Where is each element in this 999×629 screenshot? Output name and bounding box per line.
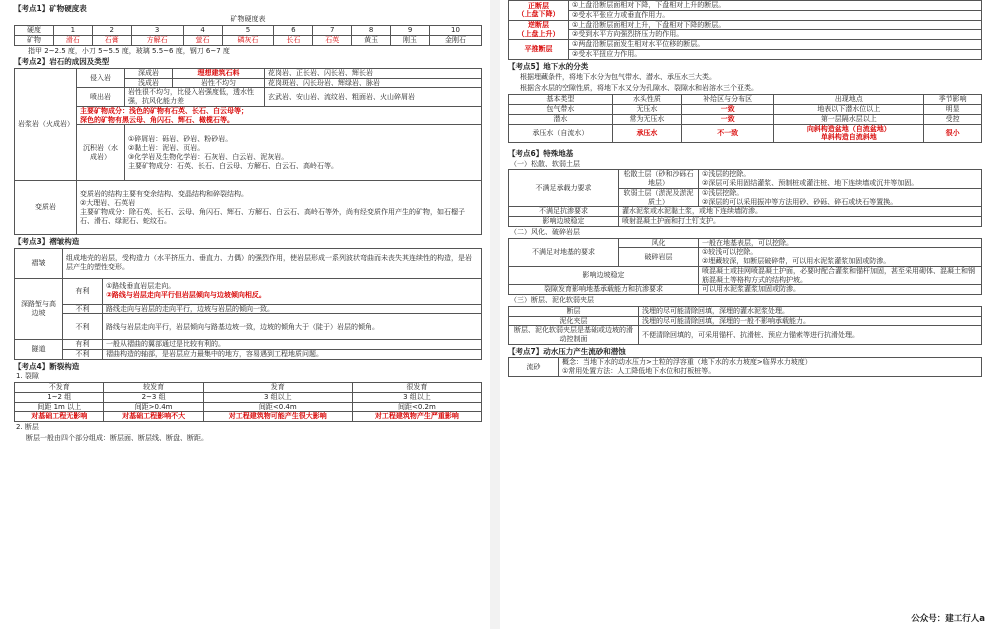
fissure-spacing: 间距>0.4m: [104, 402, 203, 412]
slope-unfav-2: 路线与岩层走向平行，岩层倾向与路基边坡一致，边坡的倾角大于（陡于）岩层的倾角。: [103, 314, 482, 340]
clay-cell: 泥化夹层: [509, 316, 639, 326]
heading-k4: 【考点4】断裂构造: [14, 361, 80, 371]
fissure-level: 不发育: [15, 383, 104, 393]
normal-2: ②受水平张应力或垂直作用力。: [569, 10, 982, 20]
normal-fault: 正断层: [528, 1, 549, 10]
fold-desc: 组成地壳的岩层，受构造力（水平挤压力、垂直力、力偶）的强烈作用，使岩层形成一系列波状弯曲而未丧失其连续性的构造，是岩层产生的塑性变形。: [63, 248, 482, 278]
igneous-minerals-dark: 深色的矿物有黑云母、角闪石、辉石、橄榄石等。: [80, 115, 234, 124]
fault-layer-subheading: （三）断层、泥化软弱夹层: [510, 296, 594, 304]
mineral-name: 萤石: [183, 35, 222, 45]
fault-cell: 断层: [509, 306, 639, 316]
stab-cell: 断层、泥化软弱夹层是基础或边坡的滑动控制面: [509, 326, 639, 345]
groundwater-cell: 一致: [682, 105, 774, 115]
groundwater-cell: 潜水: [509, 114, 613, 124]
quicksand-cell: 流砂: [509, 358, 559, 377]
fissure-groups: 3 组以上: [203, 392, 352, 402]
meta-rocks: ②大理岩、石英岩: [80, 199, 136, 207]
artesian-cell: 承压水（自流水）: [509, 124, 613, 143]
groundwater-cell: 第一层隔水层以上: [774, 114, 924, 124]
tunnel-fav-desc: 一般从褶曲的翼部通过是比较有利的。: [103, 340, 482, 350]
mineral-name: 方解石: [131, 35, 183, 45]
fissure-subheading: 1. 裂隙: [16, 372, 39, 381]
intrusive-cell: 侵入岩: [77, 68, 125, 88]
loose-cell: 松散土层（砂和沙砾石地层）: [619, 170, 699, 189]
fissure-spacing: 间距<0.2m: [352, 402, 481, 412]
igneous-cell: 岩浆岩（火成岩）: [15, 68, 77, 181]
sed-clastic: ①碎屑岩：砾岩、砂岩、粉砂岩。: [128, 135, 233, 144]
hardness-value: 8: [352, 26, 391, 36]
loose-2: ②深层可采用固结灌浆、预制桩或灌注桩、地下连续墙或沉井等加固。: [702, 179, 919, 187]
sedimentary-cell: 沉积岩（水成岩）: [77, 125, 125, 181]
slope-fav-2: ②路线与岩层走向平行但岩层倾向与边坡倾向相反。: [106, 291, 266, 300]
groundwater-table: [508, 94, 982, 143]
fold-cell: 褶皱: [15, 248, 63, 278]
groundwater-col: 出现地点: [774, 95, 924, 105]
slope-fav: 有利: [63, 278, 103, 304]
fissure-effect: 对基础工程影响不大: [104, 412, 203, 422]
hardness-value: 3: [131, 26, 183, 36]
quicksand-2: ①常用处置方法：人工降低地下水位和打板桩等。: [562, 366, 716, 375]
deep-cell: 深成岩: [125, 68, 173, 78]
reverse-1: ①上盘沿断层面相对上升，下盘相对下降的断层。: [569, 20, 982, 30]
fissure-groups: 1~2 组: [15, 392, 104, 402]
rock-layer-table: [508, 238, 982, 296]
reverse-fault: 逆断层: [528, 21, 549, 29]
meta-minerals: 主要矿物成分：除石英、长石、云母、角闪石、辉石、方解石、白云石、高岭石等外，尚有经变质作用产生的矿物，如石榴子石、滑石、绿泥石、蛇纹石。: [80, 207, 465, 225]
hardness-caption: 矿物硬度表: [230, 15, 266, 24]
artesian-head: 承压水: [636, 129, 658, 137]
extrusive-desc: 岩性很不均匀，比侵入岩强度低，透水性强，抗风化能力差: [125, 88, 265, 107]
mineral-name: 磷灰石: [222, 35, 274, 45]
groundwater-cell: 常为无压水: [612, 114, 681, 124]
tunnel-fav: 有利: [63, 340, 103, 350]
groundwater-col: 季节影响: [924, 95, 982, 105]
fault-type-table: [508, 0, 982, 60]
heading-k3: 【考点3】褶皱构造: [14, 237, 80, 247]
groundwater-col: 水头性质: [612, 95, 681, 105]
sed-chemical: ③化学岩及生物化学岩：石灰岩、白云岩、泥灰岩。: [128, 152, 289, 161]
fissure-groups: 3 组以上: [352, 392, 481, 402]
rock-req-cell: 不满足对地基的要求: [509, 238, 619, 266]
fissure-level: 发育: [203, 383, 352, 393]
quicksand-table: [508, 357, 982, 377]
mineral-name: 长石: [274, 35, 313, 45]
fault-desc: 浅埋的尽可能清除回填，深埋的灌水泥浆处理。: [639, 306, 982, 316]
strike-fault: 平推断层: [524, 44, 553, 53]
soft-soil-subheading: （一）松散、软弱土层: [510, 159, 580, 168]
brand-watermark: 公众号：建工行人a: [911, 614, 985, 625]
groundwater-col: 基本类型: [509, 95, 613, 105]
extrusive-cell: 喷出岩: [77, 88, 125, 107]
fissure-level: 很发育: [352, 383, 481, 393]
weather-desc: 一般在地基表层，可以挖除。: [699, 238, 982, 248]
clay-desc: 浅埋的尽可能清除回填，深埋的一般不影响承载能力。: [639, 316, 982, 326]
normal-fault-sub: （上盘下降）: [517, 10, 560, 19]
broken-2: ②埋藏较深，如断层破碎带，可以用水泥浆灌浆加固或防渗。: [702, 257, 891, 265]
loose-1: ①浅层的挖除。: [702, 170, 751, 179]
fissure-level: 较发育: [104, 383, 203, 393]
slope-unfav-1: 路线走向与岩层的走向平行，边坡与岩层的倾向一致。: [103, 304, 482, 314]
groundwater-para-2: 根据含水层的空隙性质，将地下水又分为孔隙水、裂隙水和岩溶水三个亚类。: [520, 83, 758, 92]
slope-fav-1: ①路线垂直岩层走向。: [106, 282, 176, 291]
shallow-cell: 浅成岩: [125, 78, 173, 88]
weather-cell: 风化: [619, 238, 699, 248]
slope-unfav: 不利: [63, 304, 103, 314]
shallow-desc: 岩性不均匀: [173, 78, 265, 88]
mineral-name: 石英: [313, 35, 352, 45]
deep-examples: 花岗岩、正长岩、闪长岩、辉长岩: [265, 68, 482, 78]
slope-desc-1: 喷射混凝土护面和打土钉支护。: [619, 217, 982, 227]
mineral-label: 矿物: [15, 35, 54, 45]
normal-1: ①上盘沿断层面相对下降，下盘相对上升的断层。: [569, 1, 982, 11]
mineral-name: 滑石: [53, 35, 92, 45]
groundwater-cell: 无压水: [612, 105, 681, 115]
heading-k5: 【考点5】地下水的分类: [508, 61, 589, 71]
heading-k6: 【考点6】特殊地基: [508, 149, 574, 159]
right-page: [500, 0, 992, 629]
metamorphic-cell: 变质岩: [15, 181, 77, 235]
fault-subheading: 2. 断层: [16, 423, 39, 431]
tunnel-unfav: 不利: [63, 350, 103, 360]
strike-1: ①两盘沿断层面发生相对水平位移的断层。: [569, 40, 982, 50]
broken-1: ①较浅可以挖除。: [702, 248, 758, 257]
fault-note: 断层一般由四个部分组成：断层面、断层线、断盘、断距。: [26, 433, 208, 442]
broken-cell: 破碎岩层: [619, 248, 699, 267]
fissure-effect: 对工程建筑物产生严重影响: [352, 412, 481, 422]
hardness-value: 1: [53, 26, 92, 36]
reverse-2: ②受到水平方向强烈挤压力的作用。: [569, 30, 982, 40]
hardness-value: 6: [274, 26, 313, 36]
stab-desc: 不便清除回填的，可采用锚杆、抗滑桩、预应力锚索等进行抗滑处理。: [639, 326, 982, 345]
hardness-value: 4: [183, 26, 222, 36]
slope-unfav-b: 不利: [63, 314, 103, 340]
soft-soil-table: [508, 169, 982, 227]
slope-desc-2: 喷混凝土或挂网喷混凝土护面，必要时配合灌浆和锚杆加固，甚至采用砌体、混凝土和钢筋混凝土等格构方式的结构护坡。: [699, 266, 982, 285]
slope-cell-1: 影响边坡稳定: [509, 217, 619, 227]
hardness-label: 硬度: [15, 26, 54, 36]
crack-cell: 裂隙发育影响地基承载能力和抗渗要求: [509, 285, 699, 295]
seepage-cell: 不满足抗渗要求: [509, 207, 619, 217]
bearing-cell: 不满足承载力要求: [509, 170, 619, 207]
mineral-name: 石膏: [92, 35, 131, 45]
fold-table: [14, 248, 482, 360]
heading-k2: 【考点2】岩石的成因及类型: [14, 57, 110, 67]
groundwater-col: 补给区与分布区: [682, 95, 774, 105]
hardness-value: 5: [222, 26, 274, 36]
sed-minerals: 主要矿物成分：石英、长石、白云母、方解石、白云石、高岭石等。: [128, 161, 338, 170]
quicksand-1: 概念：当地下水的动水压力>土粒的浮容重（地下水的水力坡度>临界水力坡度）: [562, 358, 812, 367]
page-gutter: [490, 0, 500, 629]
mineral-name: 金刚石: [430, 35, 482, 45]
slope-cell: 深路堑与高边坡: [15, 278, 63, 340]
groundwater-cell: 受控: [924, 114, 982, 124]
groundwater-cell: 包气带水: [509, 105, 613, 115]
artesian-loc-2: 单斜构造自流斜地: [820, 133, 877, 142]
fissure-effect: 对工程建筑物可能产生很大影响: [203, 412, 352, 422]
soft-cell: 软弱土层（淤泥及淤泥质土）: [619, 188, 699, 207]
hardness-value: 7: [313, 26, 352, 36]
artesian-loc-1: 向斜构造盆地（自流盆地）: [806, 124, 891, 133]
artesian-recharge: 不一致: [717, 129, 739, 137]
groundwater-row: [509, 114, 982, 124]
seepage-desc: 灌水泥浆或水泥黏土浆，或地下连续墙防渗。: [619, 207, 982, 217]
igneous-minerals-light: 主要矿物成分：浅色的矿物有石英、长石、白云母等；: [80, 106, 248, 115]
hardness-table: [14, 25, 482, 46]
deep-desc: 理想建筑石料: [197, 68, 240, 77]
mineral-name: 黄玉: [352, 35, 391, 45]
tunnel-unfav-desc: 褶曲构造的轴部，是岩层应力最集中的地方，容易遇到工程地质问题。: [103, 350, 482, 360]
groundwater-cell: 明显: [924, 105, 982, 115]
strike-2: ②受水平扭应力作用。: [569, 49, 982, 59]
reverse-fault-sub: （上盘上升）: [517, 29, 560, 38]
groundwater-row: [509, 105, 982, 115]
hardness-value: 2: [92, 26, 131, 36]
fissure-groups: 2~3 组: [104, 392, 203, 402]
hardness-value: 9: [391, 26, 430, 36]
hardness-note: 指甲 2~2.5 度，小刀 5~5.5 度，玻璃 5.5~6 度，钢刀 6~7 度: [28, 46, 230, 55]
fissure-spacing: 间距<0.4m: [203, 402, 352, 412]
crack-desc: 可以用水泥浆灌浆加固或防渗。: [699, 285, 982, 295]
rock-table: [14, 68, 482, 236]
meta-structure: 变质岩的结构主要有变余结构、变晶结构和碎裂结构。: [80, 190, 248, 199]
tunnel-cell: 隧道: [15, 340, 63, 360]
heading-k7: 【考点7】动水压力产生流砂和潜蚀: [508, 346, 626, 356]
groundwater-cell: 地表以下潜水位以上: [774, 105, 924, 115]
fault-layer-table: [508, 306, 982, 345]
fissure-spacing: 间距 1m 以上: [15, 402, 104, 412]
hardness-value: 10: [430, 26, 482, 36]
groundwater-para-1: 根据埋藏条件，将地下水分为包气带水、潜水、承压水三大类。: [520, 72, 716, 81]
mineral-name: 刚玉: [391, 35, 430, 45]
left-page: [0, 0, 490, 629]
rock-subheading: （二）风化、破碎岩层: [510, 227, 580, 236]
artesian-season: 很小: [945, 129, 960, 137]
soft-2: ②深层的可以采用振冲等方法用砂、砂砾、碎石或块石等置换。: [702, 197, 898, 206]
shallow-examples: 花岗斑岩、闪长玢岩、辉绿岩、脉岩: [265, 78, 482, 88]
extrusive-examples: 玄武岩、安山岩、流纹岩、粗面岩、火山碎屑岩: [265, 88, 482, 107]
groundwater-cell: 一致: [682, 114, 774, 124]
slope-cell-2: 影响边坡稳定: [509, 266, 699, 285]
soft-1: ①浅层挖除。: [702, 188, 744, 197]
fissure-effect: 对基础工程无影响: [15, 412, 104, 422]
heading-k1: 【考点1】矿物硬度表: [14, 4, 87, 13]
fissure-table: [14, 382, 482, 422]
sed-clay: ②黏土岩：泥岩、页岩。: [128, 144, 205, 152]
